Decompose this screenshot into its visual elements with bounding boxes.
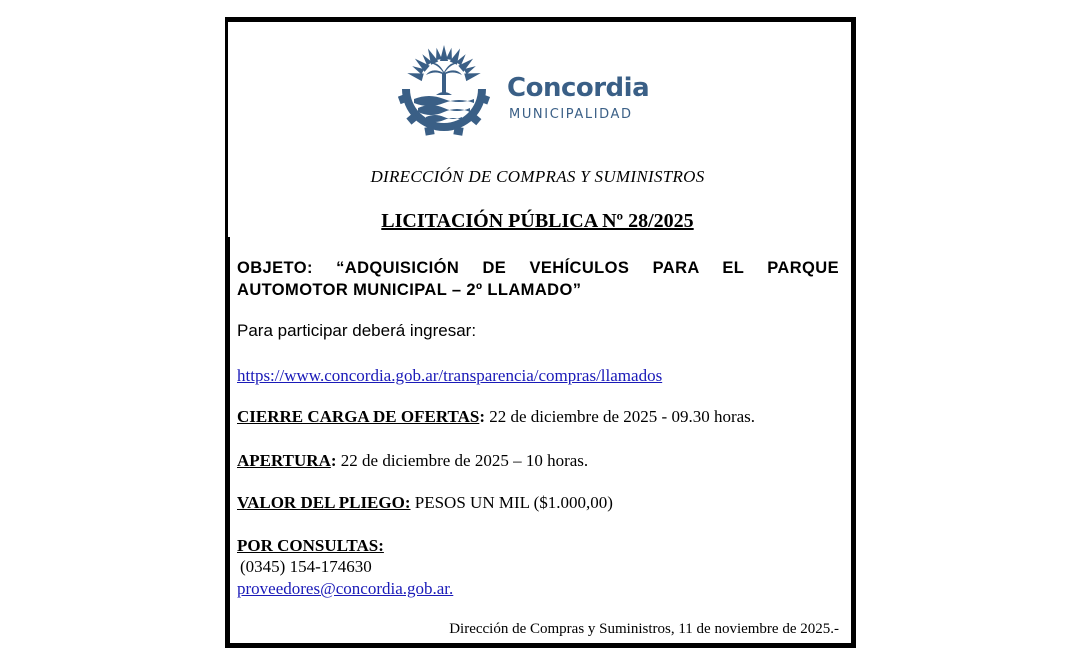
opening-date-label: APERTURA — [237, 451, 331, 470]
tender-title: LICITACIÓN PÚBLICA Nº 28/2025 — [381, 210, 694, 232]
tender-link[interactable]: https://www.concordia.gob.ar/transparencia/compras/llamados — [237, 366, 663, 385]
frame-edge-right — [845, 22, 848, 237]
opening-date-value: 22 de diciembre de 2025 – 10 horas. — [336, 451, 589, 470]
participation-instruction: Para participar deberá ingresar: — [237, 321, 477, 340]
logo-subtitle: MUNICIPALIDAD — [509, 107, 633, 122]
concordia-emblem-icon — [398, 43, 498, 138]
document-footer: Dirección de Compras y Suministros, 11 de noviembre de 2025.- — [449, 621, 839, 637]
price-value: PESOS UN MIL ($1.000,00) — [410, 493, 613, 512]
department-heading: DIRECCIÓN DE COMPRAS Y SUMINISTROS — [370, 167, 705, 186]
tender-object: OBJETO: “ADQUISICIÓN DE VEHÍCULOS PARA EL PARQUE AUTOMOTOR MUNICIPAL – 2º LLAMADO” — [237, 259, 839, 299]
contact-phone: (0345) 154-174630 — [240, 557, 372, 576]
price-label: VALOR DEL PLIEGO: — [237, 493, 411, 512]
frame-edge-left — [228, 22, 230, 237]
logo-name: Concordia — [507, 73, 650, 103]
concordia-logo — [398, 43, 648, 138]
contact-email-link[interactable]: proveedores@concordia.gob.ar. — [237, 579, 454, 598]
contact-label: POR CONSULTAS: — [237, 536, 384, 555]
closing-date-value: 22 de diciembre de 2025 - 09.30 horas. — [485, 407, 756, 426]
closing-date-row: CIERRE CARGA DE OFERTAS: 22 de diciembre de 2025 - 09.30 horas. — [237, 407, 756, 426]
price-row — [237, 493, 613, 513]
opening-date-row: APERTURA: 22 de diciembre de 2025 – 10 horas. — [237, 451, 589, 470]
closing-date-label: CIERRE CARGA DE OFERTAS — [237, 407, 480, 426]
